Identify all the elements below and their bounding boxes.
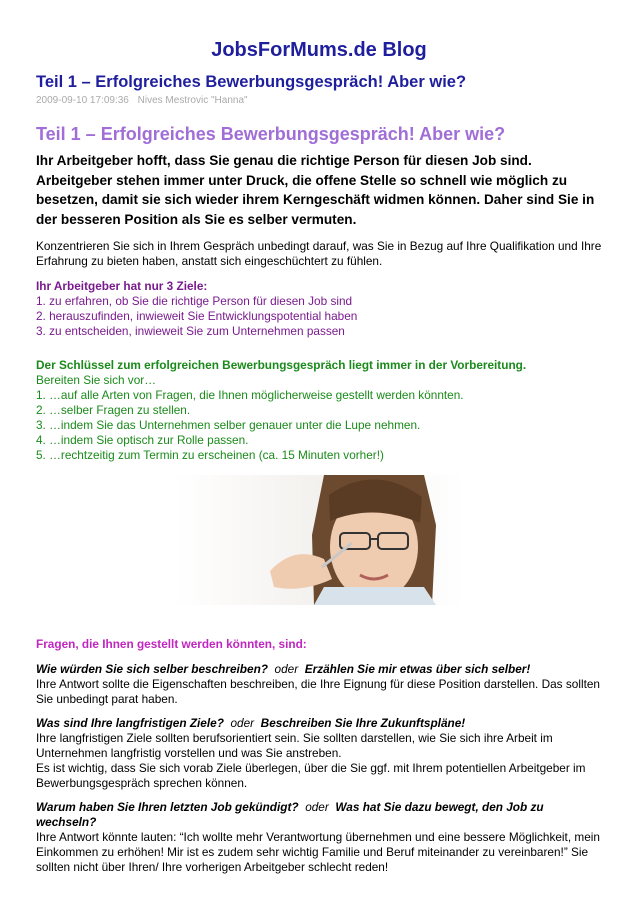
question-a: Wie würden Sie sich selber beschreiben? bbox=[36, 662, 268, 677]
article-heading: Teil 1 – Erfolgreiches Bewerbungsgespräch! Aber wie? bbox=[36, 124, 506, 144]
list-item: 1. …auf alle Arten von Fragen, die Ihnen möglicherweise gestellt werden könnten. bbox=[36, 388, 464, 403]
question-oder: oder bbox=[274, 662, 299, 677]
question-block-1 bbox=[36, 662, 602, 707]
prep-title: Der Schlüssel zum erfolgreichen Bewerbungsgespräch liegt immer in der Vorbereitung. bbox=[36, 358, 527, 373]
woman-with-pen-image bbox=[174, 475, 464, 605]
intro-paragraph: Konzentrieren Sie sich in Ihrem Gespräch unbedingt darauf, was Sie in Bezug auf Ihre Qualifikation und Ihre Erfahrung zu bieten haben, anstatt sich eingeschüchtert zu fühlen. bbox=[36, 239, 602, 269]
preparation-list bbox=[36, 358, 602, 463]
question-block-2 bbox=[36, 716, 602, 791]
post-date: 2009-09-10 17:09:36 bbox=[36, 95, 129, 106]
question-oder: oder bbox=[230, 716, 255, 731]
prep-subtitle: Bereiten Sie sich vor… bbox=[36, 373, 156, 388]
post-author: Nives Mestrovic "Hanna" bbox=[137, 95, 248, 106]
question-b: Beschreiben Sie Ihre Zukunftspläne! bbox=[260, 716, 466, 731]
answer-text: Es ist wichtig, dass Sie sich vorab Ziele überlegen, über die Sie ggf. mit Ihrem potentiellen Arbeitgeber im Bewerbungsgespräch sprechen können. bbox=[36, 761, 586, 791]
answer-text: Ihre Antwort sollte die Eigenschaften beschreiben, die Ihre Eignung für diese Position darstellen. Das sollten Sie unbedingt parat haben. bbox=[36, 677, 600, 707]
goals-title: Ihr Arbeitgeber hat nur 3 Ziele: bbox=[36, 279, 208, 294]
questions-title: Fragen, die Ihnen gestellt werden könnten, sind: bbox=[36, 637, 307, 652]
list-item: 1. zu erfahren, ob Sie die richtige Person für diesen Job sind bbox=[36, 294, 353, 309]
question-block-3 bbox=[36, 800, 602, 875]
list-item: 3. …indem Sie das Unternehmen selber genauer unter die Lupe nehmen. bbox=[36, 418, 421, 433]
post-meta bbox=[36, 95, 602, 107]
list-item: 3. zu entscheiden, inwieweit Sie zum Unternehmen passen bbox=[36, 324, 345, 339]
question-b: Was hat Sie dazu bewegt, den Job zu wechseln? bbox=[36, 800, 544, 830]
question-line bbox=[36, 800, 602, 830]
portrait-illustration bbox=[174, 475, 464, 605]
list-item: 2. …selber Fragen zu stellen. bbox=[36, 403, 191, 418]
goals-list bbox=[36, 279, 602, 339]
list-item: 2. herauszufinden, inwieweit Sie Entwicklungspotential haben bbox=[36, 309, 358, 324]
list-item: 4. …indem Sie optisch zur Rolle passen. bbox=[36, 433, 249, 448]
answer-text: Ihre langfristigen Ziele sollten berufsorientiert sein. Sie sollten darstellen, wie Sie sich ihre Arbeit im Unternehmen langfristig vorstellen und was Sie anstreben. bbox=[36, 731, 553, 761]
question-a: Was sind Ihre langfristigen Ziele? bbox=[36, 716, 224, 731]
question-oder: oder bbox=[305, 800, 329, 815]
question-line bbox=[36, 716, 602, 731]
question-a: Warum haben Sie Ihren letzten Job gekündigt? bbox=[36, 800, 299, 815]
post-title: Teil 1 – Erfolgreiches Bewerbungsgespräch! Aber wie? bbox=[36, 73, 467, 91]
lead-paragraph: Ihr Arbeitgeber hofft, dass Sie genau die richtige Person für diesen Job sind. Arbeitgeber stehen immer unter Druck, die offene Stelle so schnell wie möglich zu besetzen, damit sie sich wieder ihrem Kerngeschäft widmen können. Daher sind Sie in der besseren Position als Sie es selber vermuten. bbox=[36, 153, 595, 227]
question-line bbox=[36, 662, 602, 677]
answer-text: Ihre Antwort könnte lauten: “Ich wollte mehr Verantwortung übernehmen und eine bessere Möglichkeit, mein Einkommen zu erhöhen! Mir ist es zudem sehr wichtig Familie und Beruf miteinander zu vereinbaren!” Sie sollten nicht über Ihren/ Ihre vorherigen Arbeitgeber schlecht reden! bbox=[36, 830, 600, 875]
blog-title: JobsForMums.de Blog bbox=[211, 39, 427, 61]
question-b: Erzählen Sie mir etwas über sich selber! bbox=[304, 662, 531, 677]
list-item: 5. …rechtzeitig zum Termin zu erscheinen (ca. 15 Minuten vorher!) bbox=[36, 448, 384, 463]
